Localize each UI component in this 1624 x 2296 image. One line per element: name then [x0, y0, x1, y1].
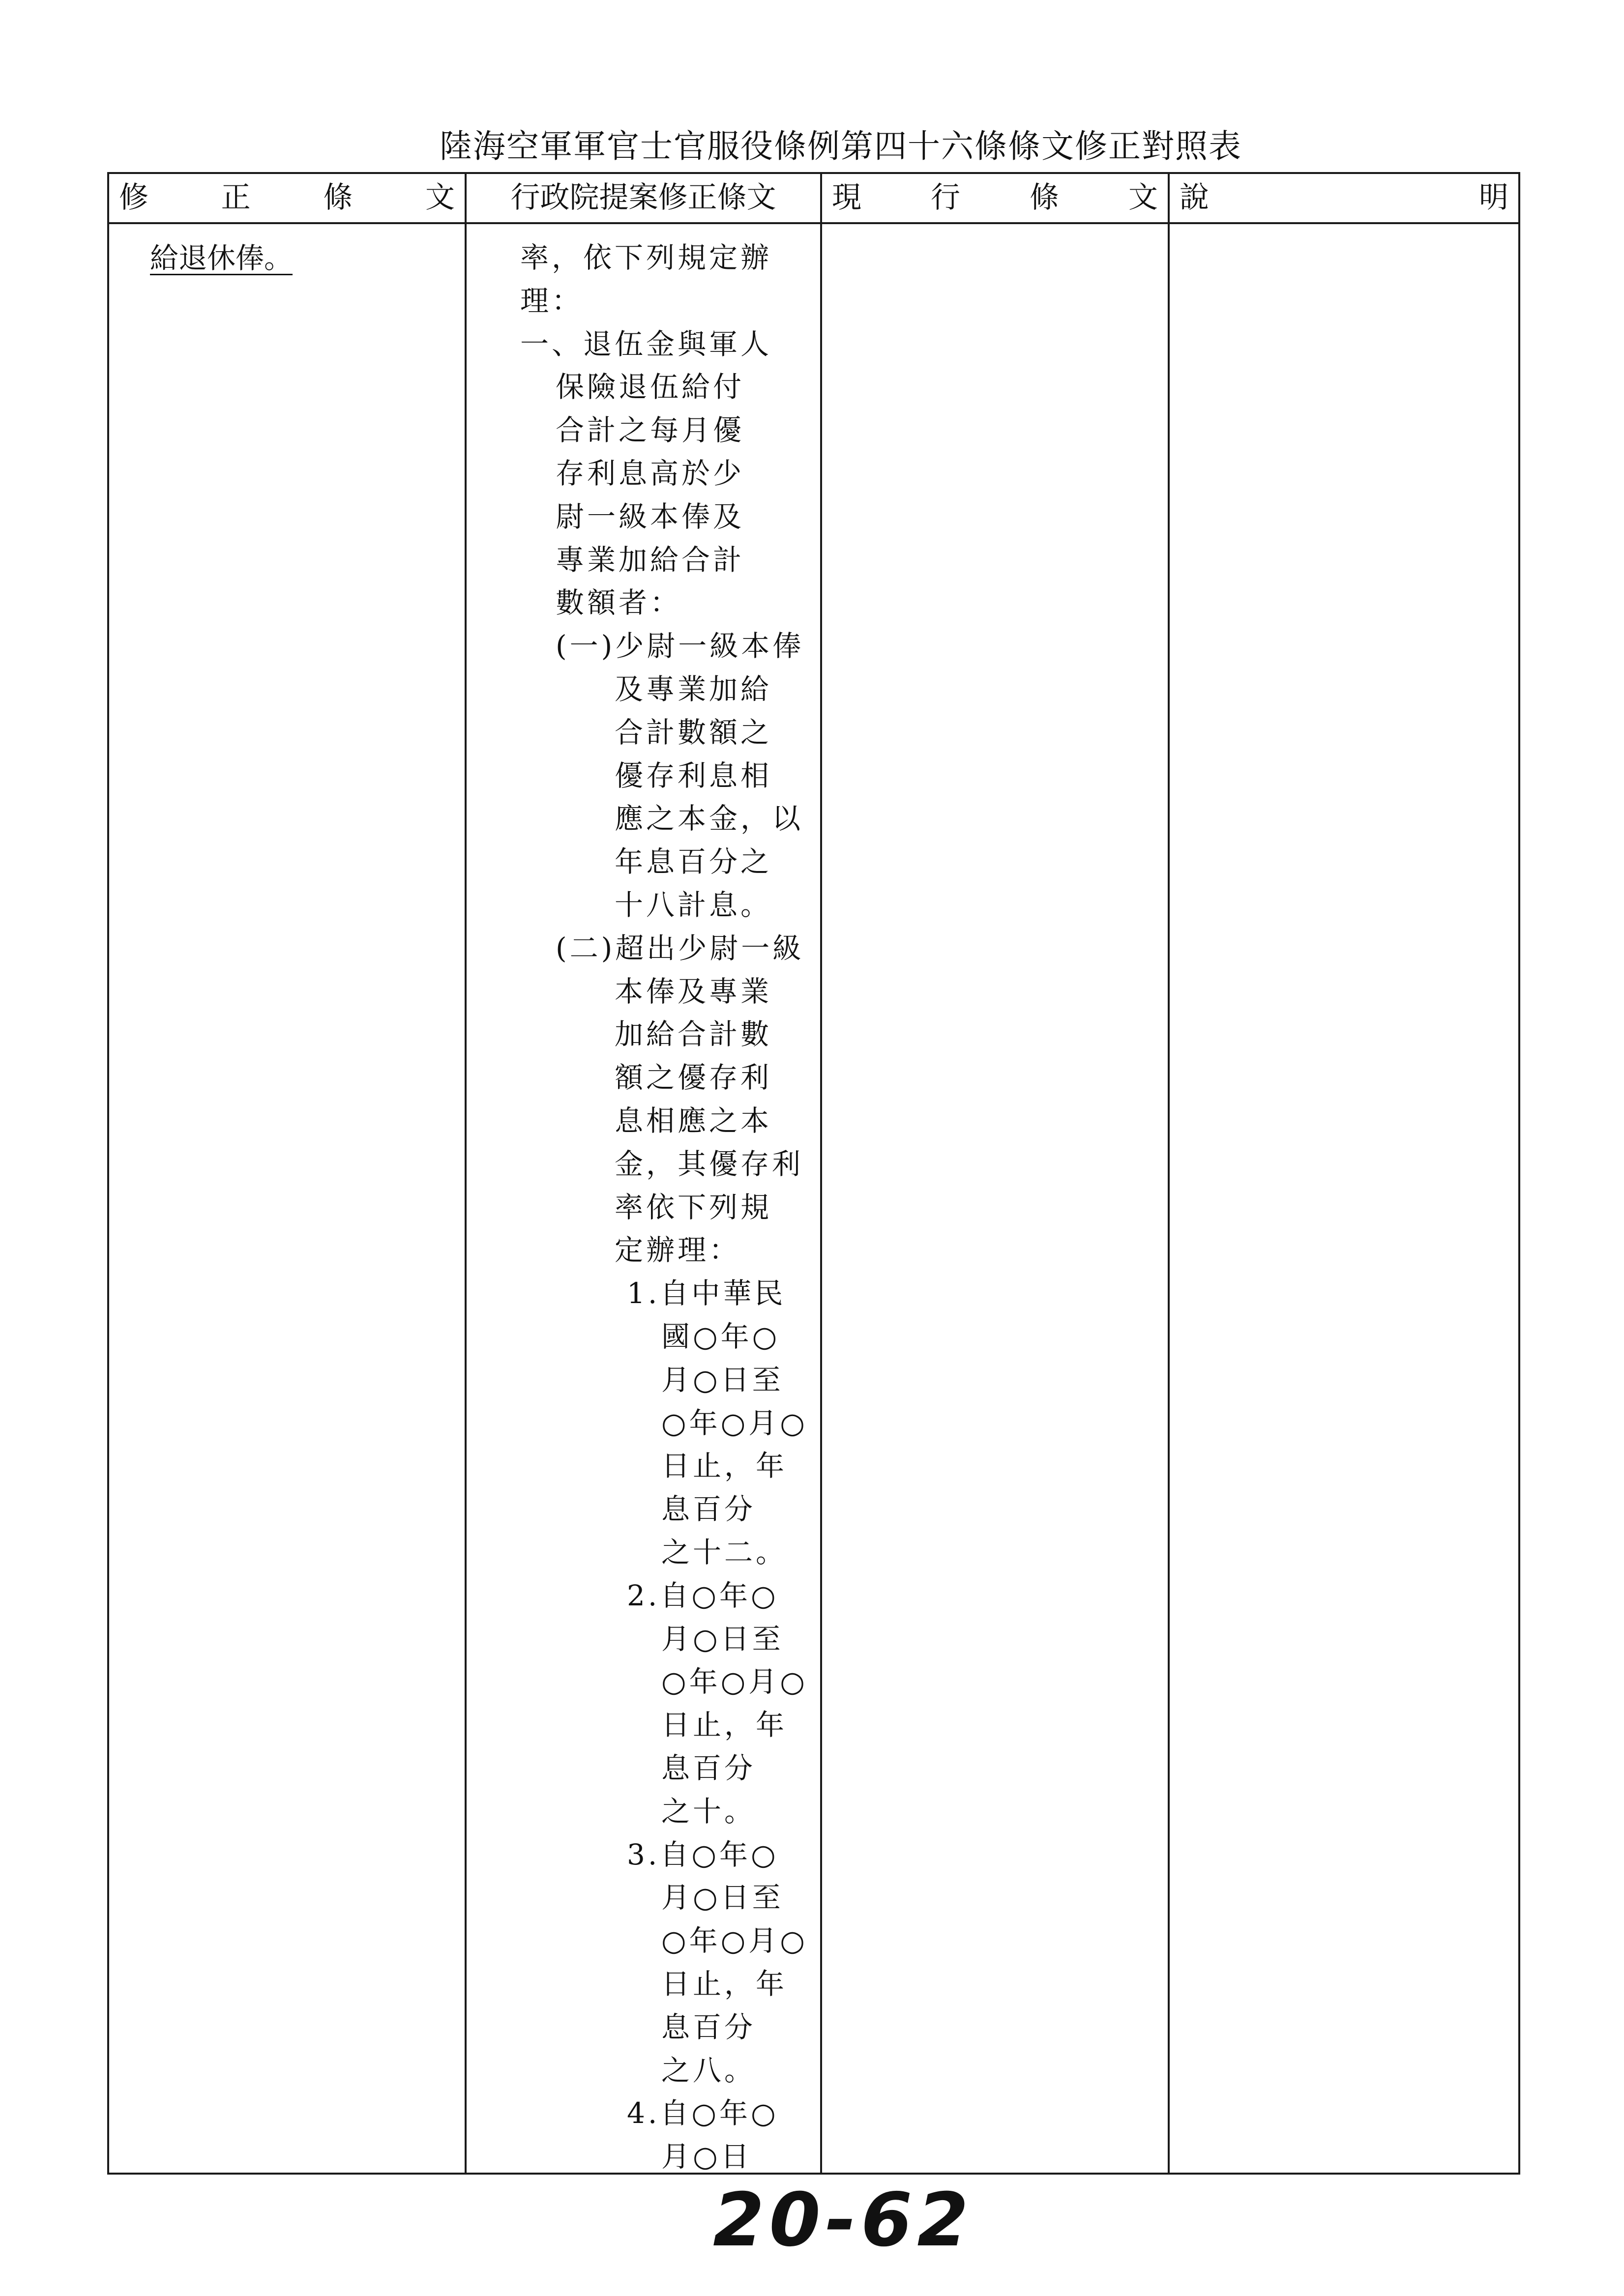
proposal-text-line: 專業加給合計 — [556, 543, 745, 577]
proposal-text-line: 率依下列規 — [615, 1190, 772, 1224]
column-divider-2 — [820, 172, 822, 2174]
header-divider — [107, 222, 1518, 224]
proposal-text-line: 4.自○年○ — [627, 2096, 779, 2130]
proposal-text-line: ○年○月○ — [661, 1924, 808, 1958]
proposal-text-line: 優存利息相 — [615, 758, 772, 792]
header-label-3 — [1170, 175, 1518, 220]
header-char: 現 — [832, 180, 861, 215]
header-label-0 — [109, 175, 465, 220]
proposal-text-line: 之八。 — [661, 2053, 756, 2087]
proposal-text-line: 數額者： — [556, 586, 682, 620]
proposal-text-line: 月○日至 — [661, 1363, 784, 1396]
amended-article-text: 給退休俸。 — [150, 241, 293, 275]
proposal-text-line: 保險退伍給付 — [556, 370, 745, 404]
proposal-text-line: 尉一級本俸及 — [556, 499, 745, 533]
proposal-text-line: 息相應之本 — [615, 1104, 772, 1137]
column-divider-1 — [465, 172, 467, 2174]
proposal-text-line: 定辦理： — [615, 1233, 741, 1267]
comparison-table — [107, 172, 1520, 2175]
header-char: 條 — [323, 180, 353, 215]
header-explanation — [1170, 175, 1518, 220]
proposal-text-line: 加給合計數 — [615, 1017, 772, 1051]
proposal-text-line: 十八計息。 — [615, 888, 772, 922]
proposal-text-line: 率，依下列規定辦 — [520, 241, 772, 274]
proposal-text-line: 1.自中華民 — [627, 1277, 786, 1310]
proposal-text-line: ○年○月○ — [661, 1665, 808, 1699]
proposal-text-line: 息百分 — [661, 1492, 756, 1526]
proposal-text-line: 應之本金，以 — [615, 802, 804, 836]
proposal-text-line: 月○日 — [661, 2140, 752, 2174]
proposal-text-line: 及專業加給 — [615, 672, 772, 706]
proposal-text-line: 3.自○年○ — [627, 1837, 779, 1871]
header-char: 文 — [1128, 180, 1158, 215]
proposal-text-line: 理： — [520, 284, 584, 318]
document-title: 陸海空軍軍官士官服役條例第四十六條條文修正對照表 — [440, 127, 1242, 165]
proposal-text-line: 金，其優存利 — [615, 1147, 804, 1181]
proposal-text-line: 本俸及專業 — [615, 974, 772, 1008]
proposal-text-line: 合計之每月優 — [556, 413, 745, 447]
proposal-text-line: (二)超出少尉一級 — [556, 931, 804, 965]
header-char: 正 — [221, 180, 251, 215]
proposal-text-line: 之十。 — [661, 1794, 756, 1828]
proposal-text-line: 額之優存利 — [615, 1061, 772, 1095]
header-label-2 — [822, 175, 1168, 220]
header-char: 文 — [425, 180, 455, 215]
header-char: 明 — [1479, 180, 1508, 215]
proposal-text-line: 月○日至 — [661, 1881, 784, 1915]
proposal-text-line: 日止，年 — [661, 1708, 788, 1742]
proposal-text-line: 2.自○年○ — [627, 1578, 779, 1612]
proposal-text-line: 年息百分之 — [615, 845, 772, 879]
page-number: 20-62 — [713, 2178, 974, 2263]
header-char: 說 — [1180, 180, 1209, 215]
column-divider-3 — [1168, 172, 1170, 2174]
proposal-text-line: 存利息高於少 — [556, 457, 745, 490]
proposal-text-line: ○年○月○ — [661, 1406, 808, 1440]
proposal-text-line: 息百分 — [661, 1751, 756, 1785]
proposal-text-line: 一、退伍金與軍人 — [520, 327, 772, 361]
proposal-text-line: 息百分 — [661, 2010, 756, 2044]
proposal-text-line: 日止，年 — [661, 1449, 788, 1483]
proposal-text-line: 國○年○ — [661, 1320, 780, 1353]
proposal-text-line: 日止，年 — [661, 1967, 788, 2001]
proposal-text-line: 合計數額之 — [615, 715, 772, 749]
proposal-text-line: 月○日至 — [661, 1622, 784, 1656]
header-char: 行 — [931, 180, 960, 215]
header-amended-article — [109, 175, 465, 220]
header-executive-yuan-proposal: 行政院提案修正條文 — [510, 180, 776, 215]
header-char: 條 — [1030, 180, 1059, 215]
proposal-text-line: (一)少尉一級本俸 — [556, 629, 804, 663]
proposal-text-line: 之十二。 — [661, 1536, 788, 1569]
header-current-article — [822, 175, 1168, 220]
header-char: 修 — [119, 180, 148, 215]
